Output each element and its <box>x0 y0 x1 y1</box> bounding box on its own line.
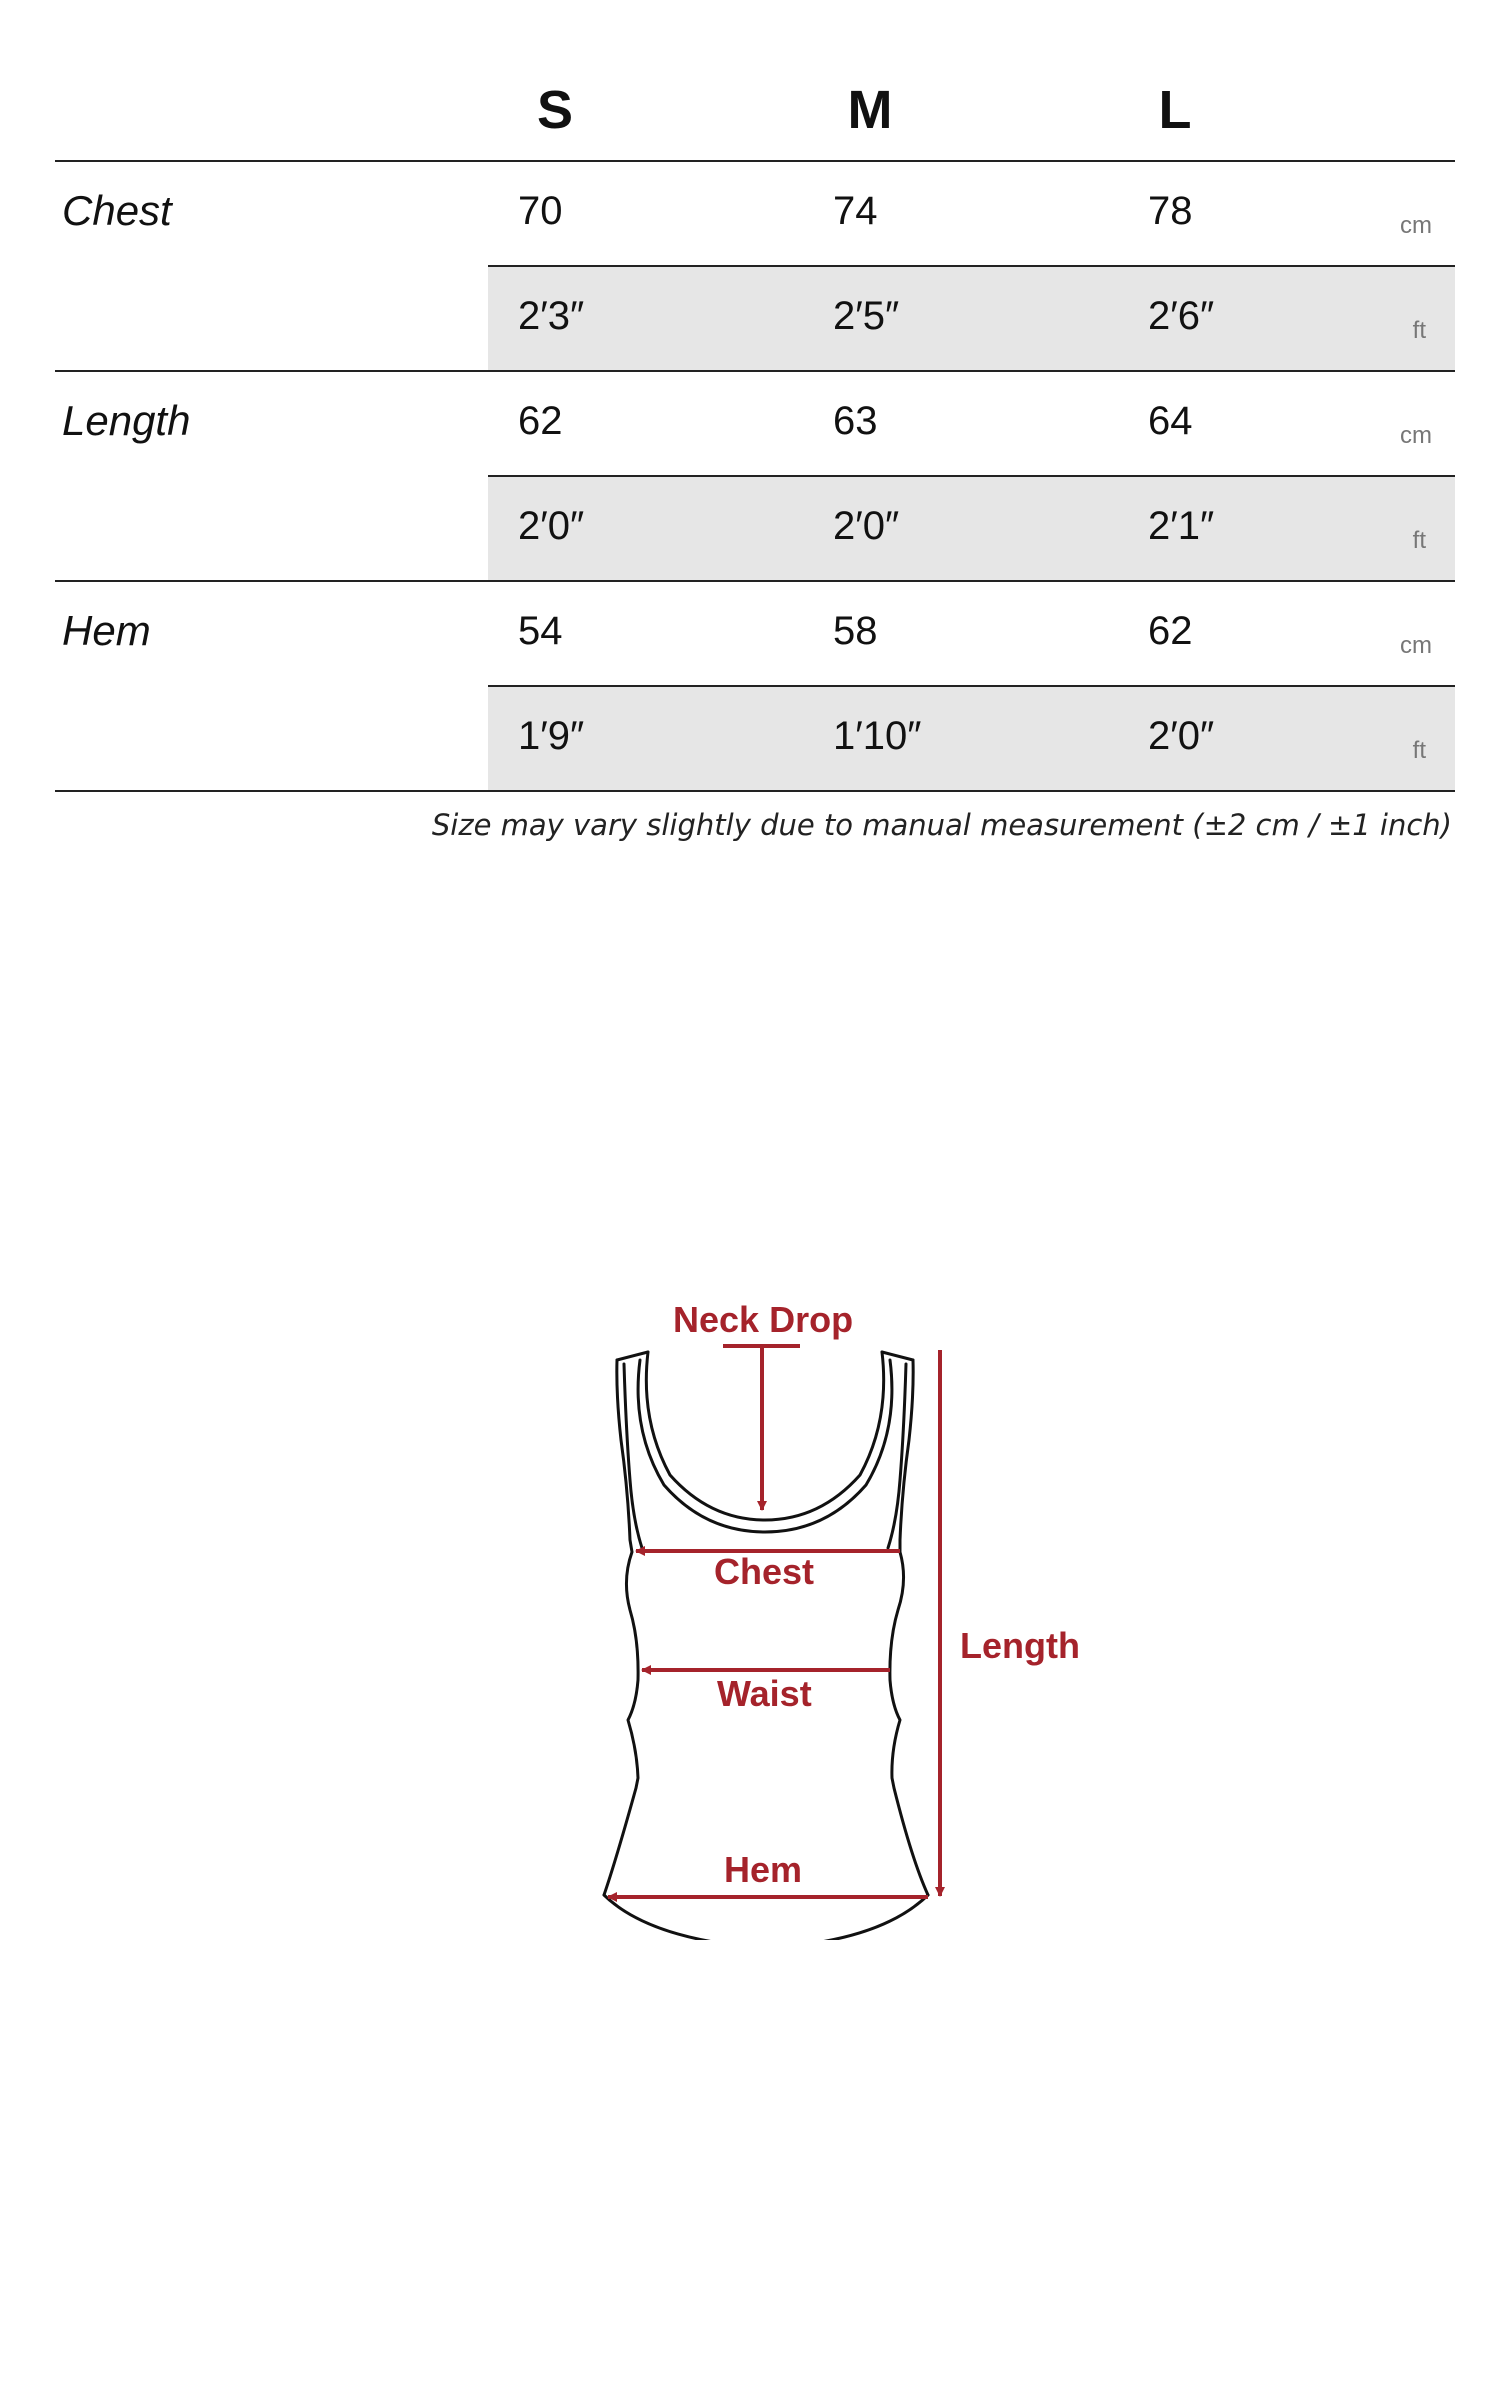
table-cell: 70 <box>518 189 563 233</box>
unit-label: cm <box>1400 632 1432 659</box>
table-cell: 2′0″ <box>1148 714 1215 758</box>
unit-label: cm <box>1400 422 1432 449</box>
size-header-l: L <box>1158 80 1192 140</box>
table-cell: 74 <box>833 189 878 233</box>
table-cell: 2′0″ <box>518 504 585 548</box>
table-rule <box>55 160 1455 162</box>
table-rule <box>55 790 1455 792</box>
unit-label: cm <box>1400 212 1432 239</box>
row-label-chest: Chest <box>62 187 172 234</box>
measurement-note: Size may vary slightly due to manual measurement (±2 cm / ±1 inch) <box>431 808 1452 842</box>
unit-label: ft <box>1412 317 1426 344</box>
length-label: Length <box>960 1625 1080 1666</box>
unit-label: ft <box>1412 737 1426 764</box>
tank-top-outline-icon <box>0 1280 1500 1940</box>
table-cell: 2′5″ <box>833 294 900 338</box>
table-cell: 62 <box>518 399 563 443</box>
size-header-m: M <box>847 80 893 140</box>
table-cell: 54 <box>518 609 563 653</box>
row-label-length: Length <box>62 397 191 444</box>
table-cell: 1′10″ <box>833 714 922 758</box>
table-cell: 62 <box>1148 609 1193 653</box>
unit-label: ft <box>1412 527 1426 554</box>
table-cell: 2′1″ <box>1148 504 1215 548</box>
row-shade <box>488 687 1455 790</box>
table-rule <box>488 475 1455 477</box>
table-cell: 2′0″ <box>833 504 900 548</box>
table-cell: 58 <box>833 609 878 653</box>
chest-label: Chest <box>714 1551 815 1592</box>
table-rule <box>55 370 1455 372</box>
row-label-hem: Hem <box>62 607 151 654</box>
table-cell: 2′3″ <box>518 294 585 338</box>
measurement-diagram <box>0 1280 1500 1940</box>
table-cell: 63 <box>833 399 878 443</box>
row-shade <box>488 477 1455 580</box>
table-rule <box>55 580 1455 582</box>
hem-label: Hem <box>724 1849 803 1890</box>
table-cell: 64 <box>1148 399 1193 443</box>
row-shade <box>488 267 1455 370</box>
table-cell: 2′6″ <box>1148 294 1215 338</box>
size-header-s: S <box>536 80 574 140</box>
table-cell: 78 <box>1148 189 1193 233</box>
waist-label: Waist <box>717 1673 812 1714</box>
table-rule <box>488 685 1455 687</box>
table-cell: 1′9″ <box>518 714 585 758</box>
table-rule <box>488 265 1455 267</box>
neck-drop-label: Neck Drop <box>673 1299 854 1340</box>
